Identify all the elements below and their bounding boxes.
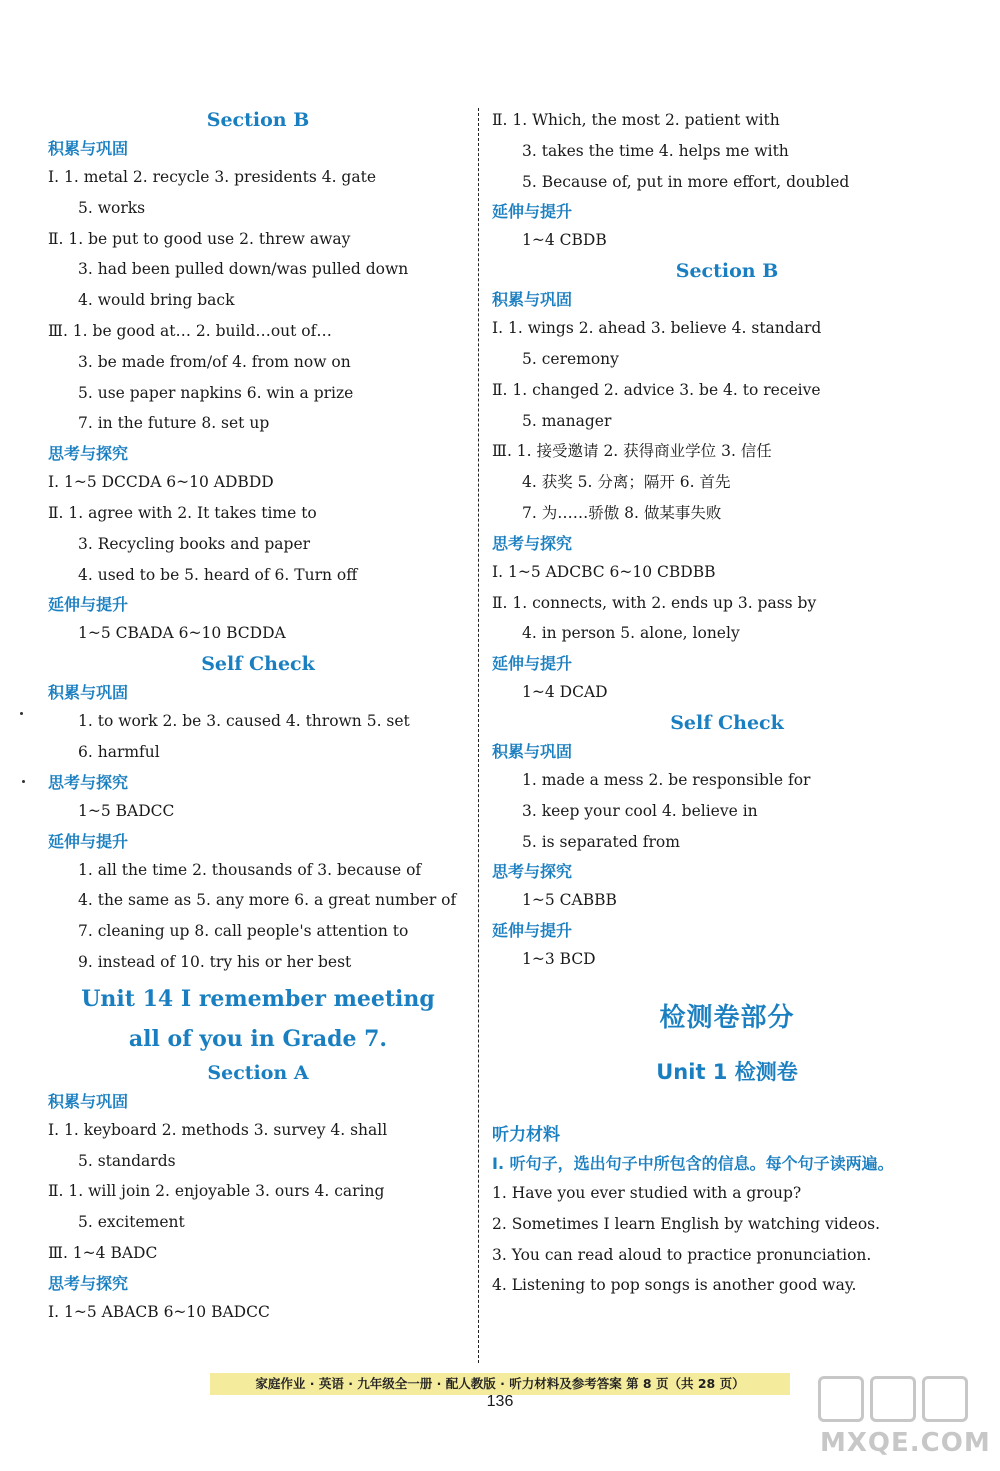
- subsection-heading: 思考与探究: [48, 444, 129, 464]
- answer-line: 3. be made from/of 4. from now on: [78, 352, 351, 371]
- answer-line: Ⅰ. 1. wings 2. ahead 3. believe 4. standard: [492, 319, 822, 338]
- watermark-logo-icon: [870, 1376, 916, 1422]
- answer-line: Ⅰ. 1. keyboard 2. methods 3. survey 4. shall: [48, 1120, 388, 1139]
- footer-banner: 家庭作业 · 英语 · 九年级全一册 · 配人教版 · 听力材料及参考答案 第 8 页（共 28 页）: [210, 1373, 790, 1395]
- answer-line: Ⅱ. 1. be put to good use 2. threw away: [48, 229, 351, 248]
- left-column: [48, 105, 468, 1328]
- subsection-heading: 思考与探究: [492, 533, 573, 553]
- answer-line: 5. standards: [78, 1151, 176, 1170]
- subsection-heading: 延伸与提升: [48, 831, 129, 851]
- answer-line: Ⅱ. 1. Which, the most 2. patient with: [492, 111, 780, 129]
- section-title: Section B: [675, 260, 779, 283]
- subsection-heading: 延伸与提升: [492, 921, 573, 941]
- listening-sentence: 4. Listening to pop songs is another good way.: [492, 1276, 857, 1295]
- mock-test-title: 检测卷部分: [659, 1002, 795, 1033]
- answer-line: 1. made a mess 2. be responsible for: [522, 770, 811, 789]
- right-column: [492, 105, 962, 1301]
- answer-line: 5. ceremony: [522, 349, 619, 368]
- subsection-heading: 积累与巩固: [48, 139, 129, 158]
- answer-line: 7. in the future 8. set up: [78, 414, 270, 433]
- answer-line: Ⅲ. 1. be good at… 2. build…out of…: [48, 321, 332, 340]
- section-title: Section B: [206, 109, 310, 131]
- answer-line: 1. to work 2. be 3. caused 4. thrown 5. set: [78, 712, 410, 731]
- subsection-heading: 积累与巩固: [48, 1091, 129, 1111]
- answer-line: 5. manager: [522, 411, 612, 430]
- answer-line: 5. is separated from: [522, 832, 680, 851]
- watermark-logo-icon: [818, 1376, 864, 1422]
- answer-line: 1~5 CBADA 6~10 BCDDA: [78, 624, 286, 643]
- answer-line: Ⅰ. 1~5 DCCDA 6~10 ADBDD: [48, 473, 274, 492]
- margin-dot: [22, 780, 25, 783]
- section-title: Self Check: [201, 653, 315, 676]
- answer-line: 3. Recycling books and paper: [78, 534, 311, 553]
- subsection-heading: 思考与探究: [48, 772, 129, 792]
- subsection-heading: 思考与探究: [492, 862, 573, 882]
- page-number: 136: [486, 1393, 514, 1410]
- answer-line: Ⅱ. 1. agree with 2. It takes time to: [48, 503, 317, 522]
- answer-line: 4. in person 5. alone, lonely: [522, 624, 740, 643]
- subsection-heading: 积累与巩固: [48, 683, 129, 703]
- listening-sentence: 2. Sometimes I learn English by watching videos.: [492, 1214, 881, 1233]
- answer-line: 5. works: [78, 198, 146, 217]
- answer-line: Ⅰ. 1. metal 2. recycle 3. presidents 4. gate: [48, 168, 376, 186]
- site-watermark: [812, 1372, 991, 1462]
- answer-line: Ⅱ. 1. changed 2. advice 3. be 4. to receive: [492, 380, 821, 399]
- answer-line: Ⅰ. 1~5 ADCBC 6~10 CBDBB: [492, 562, 716, 581]
- subsection-heading: 积累与巩固: [492, 290, 573, 310]
- answer-line: 3. keep your cool 4. believe in: [522, 801, 758, 820]
- answer-line: 1~5 CABBB: [522, 891, 617, 910]
- answer-line: 1~3 BCD: [522, 950, 596, 969]
- listening-sentence: 1. Have you ever studied with a group?: [492, 1183, 802, 1202]
- subsection-heading: 延伸与提升: [492, 654, 573, 674]
- answer-line: 1~4 CBDB: [522, 231, 607, 250]
- answer-line: 1~5 BADCC: [78, 801, 175, 820]
- section-title: Self Check: [670, 711, 784, 734]
- answer-line: 4. the same as 5. any more 6. a great number of: [78, 891, 457, 910]
- subsection-heading: 思考与探究: [48, 1273, 129, 1293]
- answer-line: 3. had been pulled down/was pulled down: [78, 260, 409, 279]
- answer-line: 4. would bring back: [78, 291, 235, 310]
- answer-line: 7. 为……骄傲 8. 做某事失败: [522, 503, 722, 522]
- answer-line: 3. takes the time 4. helps me with: [522, 141, 789, 160]
- answer-line: 5. Because of, put in more effort, doubled: [522, 172, 850, 191]
- answer-line: 4. 获奖 5. 分离；隔开 6. 首先: [522, 473, 731, 492]
- subsection-heading: 积累与巩固: [492, 741, 573, 761]
- watermark-text: MXQE.COM: [820, 1428, 991, 1458]
- subsection-heading: 延伸与提升: [492, 202, 573, 222]
- unit-test-title: Unit 1 检测卷: [656, 1059, 798, 1084]
- answer-line: Ⅲ. 1. 接受邀请 2. 获得商业学位 3. 信任: [492, 442, 772, 461]
- answer-line: Ⅰ. 1~5 ABACB 6~10 BADCC: [48, 1302, 270, 1321]
- answer-line: 5. excitement: [78, 1213, 185, 1232]
- unit-title: Unit 14 I remember meeting: [81, 985, 435, 1012]
- instruction-text: Ⅰ. 听句子，选出句子中所包含的信息。每个句子读两遍。: [492, 1153, 894, 1173]
- unit-title-continued: all of you in Grade 7.: [128, 1025, 388, 1052]
- answer-line: 6. harmful: [78, 742, 160, 761]
- margin-dot: [20, 712, 23, 715]
- answer-line: Ⅲ. 1~4 BADC: [48, 1243, 158, 1262]
- section-title: Section A: [207, 1061, 309, 1084]
- watermark-logo-icon: [922, 1376, 968, 1422]
- subsection-heading: 延伸与提升: [48, 595, 129, 615]
- answer-line: Ⅱ. 1. connects, with 2. ends up 3. pass by: [492, 593, 817, 612]
- answer-line: 5. use paper napkins 6. win a prize: [78, 383, 354, 402]
- answer-line: 9. instead of 10. try his or her best: [78, 952, 352, 971]
- listening-sentence: 3. You can read aloud to practice pronunciation.: [492, 1245, 872, 1264]
- answer-line: 4. used to be 5. heard of 6. Turn off: [78, 565, 358, 584]
- column-divider: [478, 108, 479, 1363]
- answer-line: 1~4 DCAD: [522, 683, 608, 702]
- answer-line: 7. cleaning up 8. call people's attention to: [78, 922, 409, 941]
- answer-line: Ⅱ. 1. will join 2. enjoyable 3. ours 4. caring: [48, 1182, 385, 1201]
- listening-label: 听力材料: [492, 1124, 560, 1145]
- answer-line: 1. all the time 2. thousands of 3. because of: [78, 860, 422, 879]
